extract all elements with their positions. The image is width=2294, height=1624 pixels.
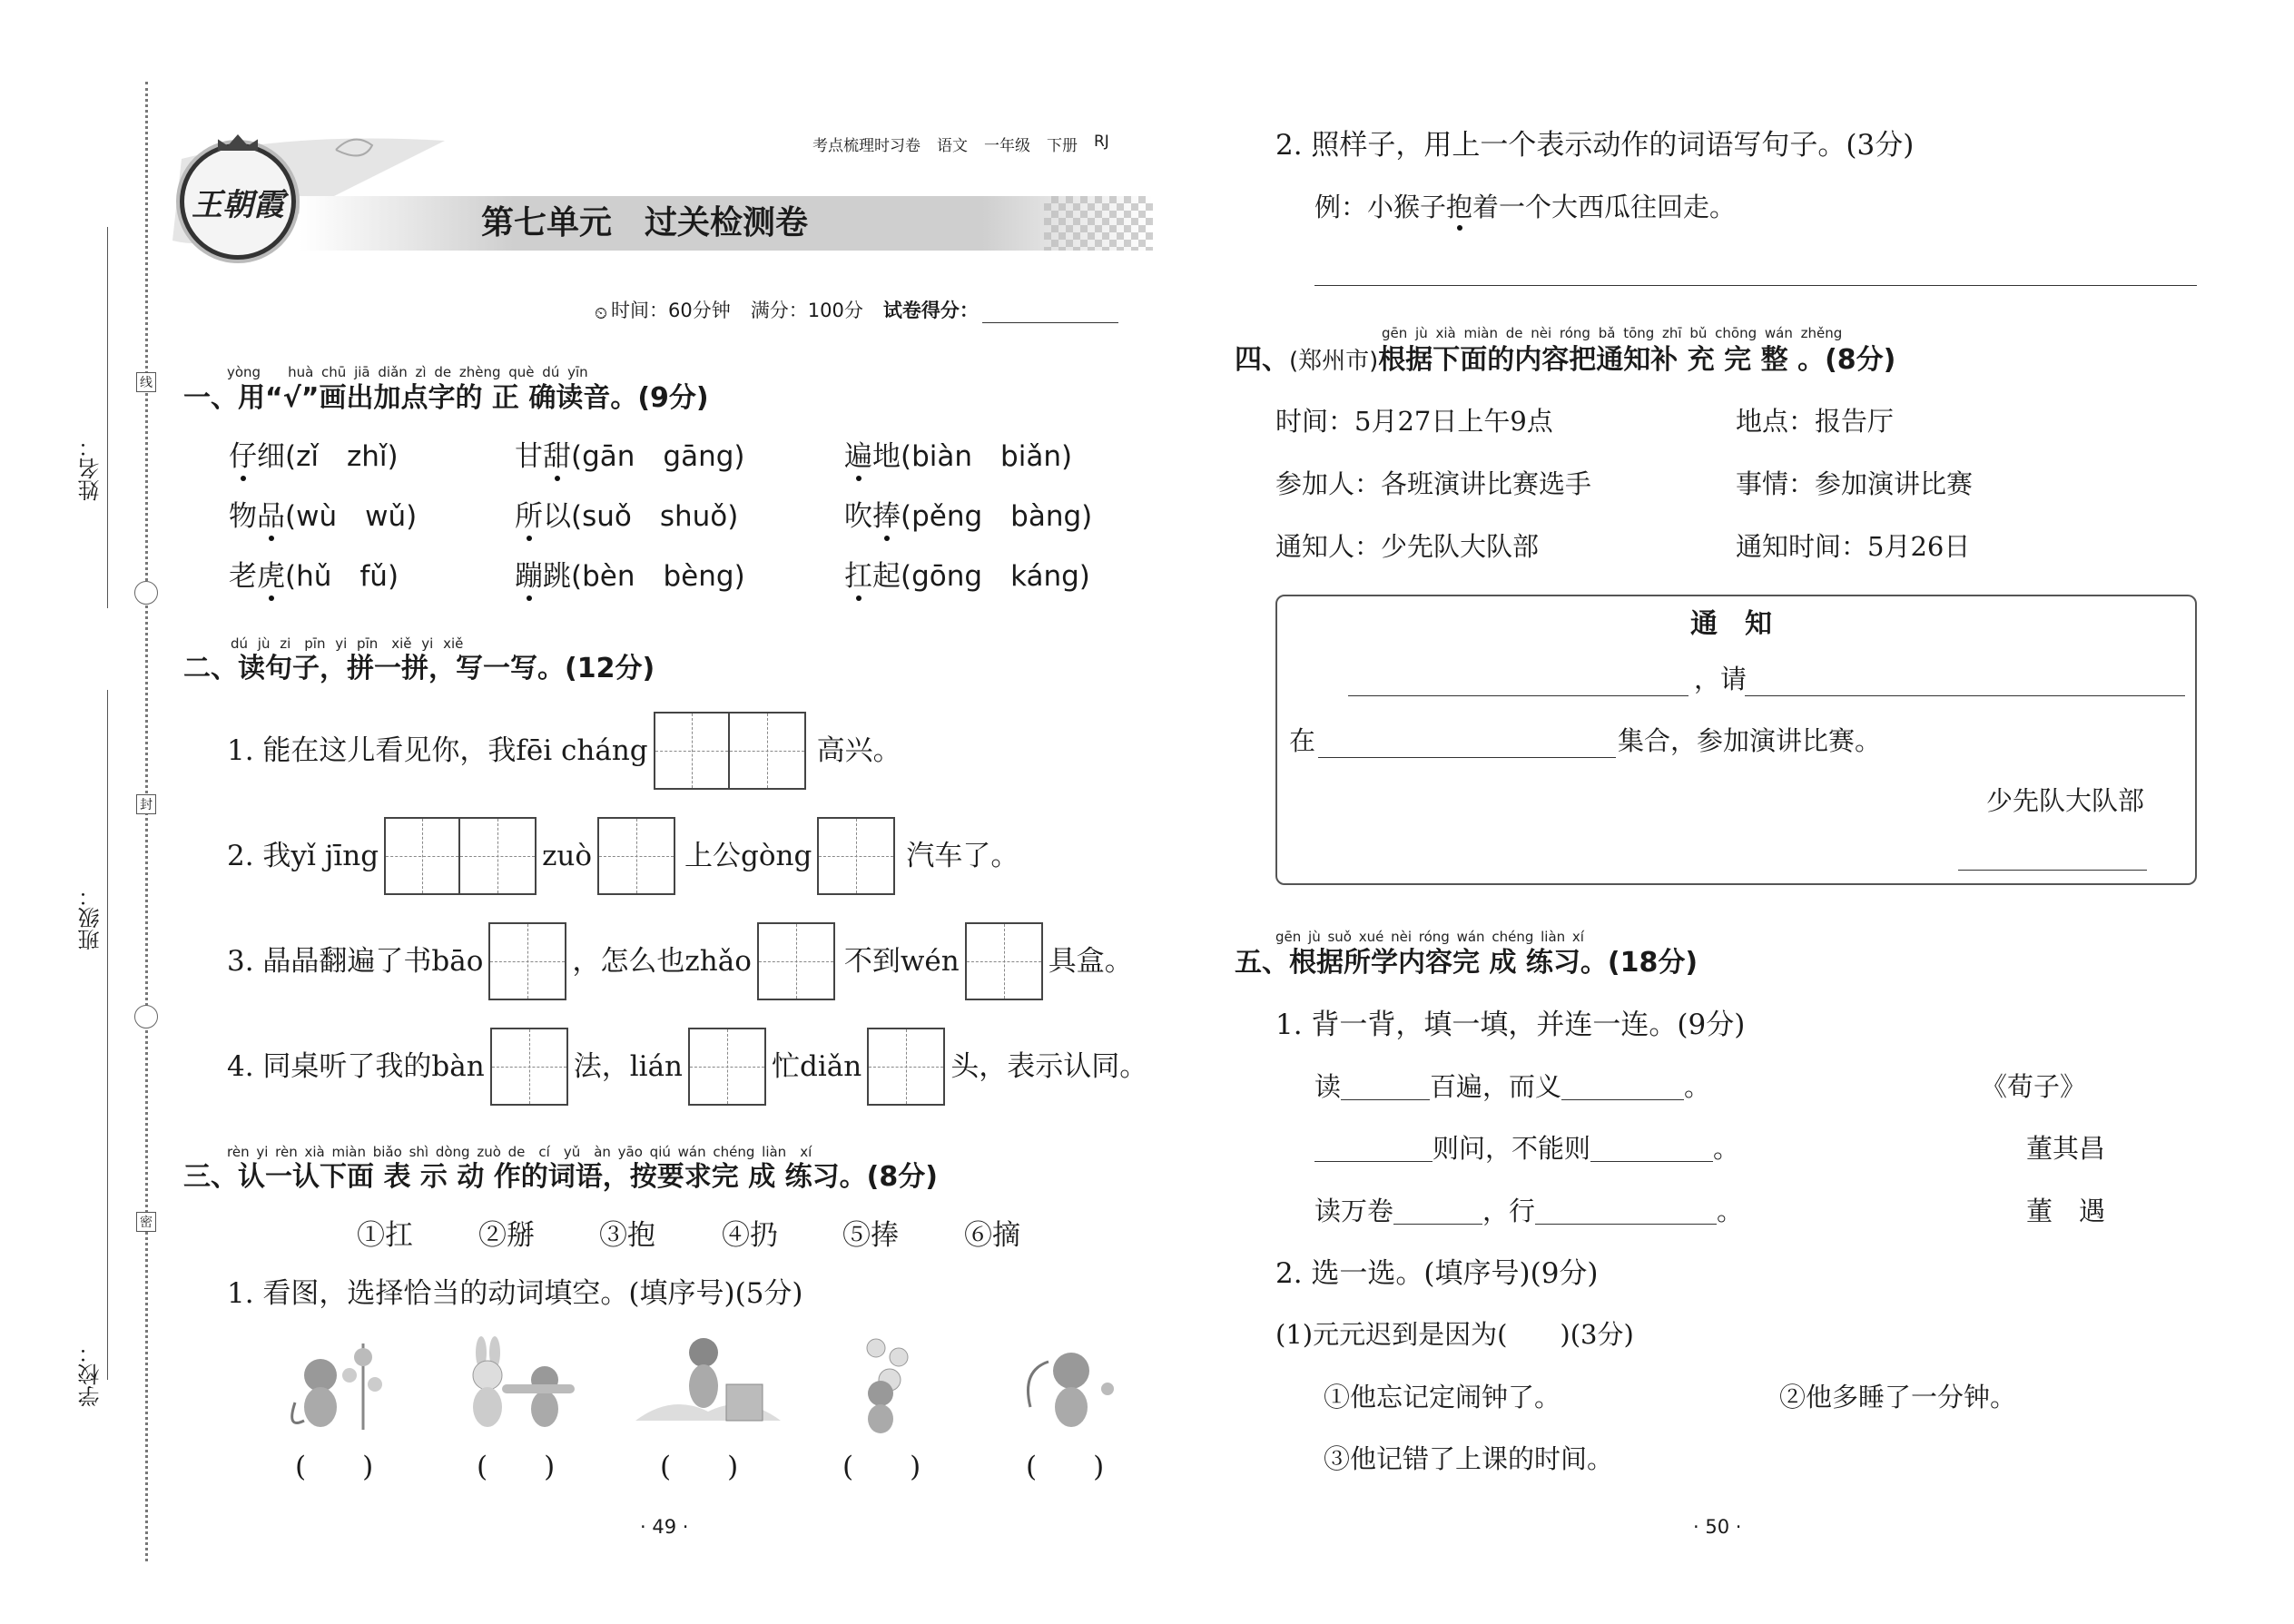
writing-grid[interactable] xyxy=(597,817,675,895)
score-field[interactable] xyxy=(982,322,1118,323)
series-subject: 语文 xyxy=(937,137,968,155)
writing-grid[interactable] xyxy=(817,817,895,895)
q1-item: 物品(wù wǔ) xyxy=(229,500,418,533)
series-name: 考点梳理时习卷 xyxy=(812,137,921,155)
q3-pinyin: rèn yi rèn xià miàn biǎo shì dòng zuò de cí yǔ àn yāo qiú wán chéng liàn xí xyxy=(227,1144,812,1160)
logo-text: 王朝霞 xyxy=(192,186,284,223)
writing-grid[interactable] xyxy=(654,712,806,790)
q3-option: ⑥摘 xyxy=(964,1219,1020,1252)
notice-sign: 少先队大队部 xyxy=(1986,785,2145,816)
q2-sentence-1: 1. 能在这儿看见你，我fēi cháng 高兴。 xyxy=(227,712,901,790)
q4-info-event: 事情：参加演讲比赛 xyxy=(1736,468,1974,499)
q5-choice-2[interactable]: ②他多睡了一分钟。 xyxy=(1779,1382,2017,1412)
score-label: 试卷得分： xyxy=(882,300,979,321)
writing-grid[interactable] xyxy=(488,922,566,1000)
publisher-logo xyxy=(180,143,296,260)
notice-blank-who[interactable] xyxy=(1348,695,1689,696)
notice-blank-place[interactable] xyxy=(1318,757,1616,758)
q5-line-3: 读万卷 ，行 。 xyxy=(1314,1196,1744,1226)
page-number-left: · 49 · xyxy=(640,1516,689,1538)
q1-item: 吹捧(pěng bàng) xyxy=(844,500,1093,533)
q1-item: 蹦跳(bèn bèng) xyxy=(515,560,745,593)
page-number-right: · 50 · xyxy=(1693,1516,1742,1538)
writing-grid[interactable] xyxy=(965,922,1043,1000)
exam-meta xyxy=(595,296,1118,323)
q1-item: 甘甜(gān gāng) xyxy=(515,440,745,473)
monkey-throwing-illustration xyxy=(1021,1334,1130,1434)
q5-pinyin: gēn jù suǒ xué nèi róng wán chéng liàn xí xyxy=(1275,929,1584,945)
q2-heading: 二、读句子，拼一拼，写一写。(12分) xyxy=(183,653,655,684)
checker-decoration xyxy=(1044,196,1153,251)
monkey-flowers-illustration xyxy=(840,1330,940,1434)
fill-blank[interactable] xyxy=(1341,1099,1430,1100)
q4-info-place: 地点：报告厅 xyxy=(1736,406,1895,437)
fill-blank[interactable] xyxy=(1561,1099,1684,1100)
binding-hole-icon xyxy=(134,1005,158,1029)
q2-sentence-2: 2. 我yǐ jīng zuò 上公gòng 汽车了。 xyxy=(227,817,1019,895)
q1-item: 所以(suǒ shuǒ) xyxy=(515,500,739,533)
q5-line-1: 读 百遍，而义 。 xyxy=(1314,1071,1711,1102)
writing-grid[interactable] xyxy=(384,817,537,895)
author-dong-qichang[interactable]: 董其昌 xyxy=(2026,1133,2106,1164)
q3-sub1: 1. 看图，选择恰当的动词填空。(填序号)(5分) xyxy=(227,1277,803,1310)
q2-sentence-3: 3. 晶晶翻遍了书bāo ，怎么也zhǎo 不到wén 具盒。 xyxy=(227,922,1133,1000)
q4-pinyin: gēn jù xià miàn de nèi róng bǎ tōng zhī bǔ chōng wán zhěng xyxy=(1382,325,1843,341)
q4-info-time: 时间：5月27日上午9点 xyxy=(1275,406,1553,437)
q3-option: ①扛 xyxy=(357,1219,413,1252)
fill-blank[interactable] xyxy=(1590,1161,1713,1162)
q1-pinyin: yòng huà chū jiā diǎn zì de zhèng què dú yīn xyxy=(227,364,588,380)
binding-hole-icon xyxy=(134,581,158,605)
seal-mark-line: 线 xyxy=(136,372,156,392)
q5-choice-3[interactable]: ③他记错了上课的时间。 xyxy=(1324,1443,1614,1474)
series-edition: RJ xyxy=(1094,133,1109,151)
q4-heading: 四、(郑州市)根据下面的内容把通知补 充 完 整 。(8分) xyxy=(1235,344,1896,376)
rabbit-monkey-illustration xyxy=(449,1334,586,1434)
q3-answer-blank[interactable]: ( ) xyxy=(295,1451,374,1483)
q3-answer-line[interactable] xyxy=(1314,285,2197,286)
series-info xyxy=(812,133,1109,155)
binding-line-lower xyxy=(107,690,108,1380)
school-label: 学校： xyxy=(78,1342,103,1407)
q1-item: 老虎(hǔ fǔ) xyxy=(229,560,399,593)
q3-option: ⑤捧 xyxy=(842,1219,899,1252)
writing-grid[interactable] xyxy=(757,922,835,1000)
q5-sub1: 1. 背一背，填一填，并连一连。(9分) xyxy=(1275,1009,1746,1041)
author-xunzi[interactable]: 《荀子》 xyxy=(1981,1071,2087,1102)
notice-blank-date[interactable] xyxy=(1958,870,2147,871)
q3-option: ③抱 xyxy=(599,1219,655,1252)
q5-heading: 五、根据所学内容完 成 练习。(18分) xyxy=(1235,947,1698,979)
q3-answer-blank[interactable]: ( ) xyxy=(477,1451,556,1483)
q2-sentence-4: 4. 同桌听了我的bàn 法，lián 忙diǎn 头，表示认同。 xyxy=(227,1028,1147,1106)
binding-line-upper xyxy=(107,227,108,608)
q5-sub2: 2. 选一选。(填序号)(9分) xyxy=(1275,1257,1599,1290)
q1-item: 扛起(gōng káng) xyxy=(844,560,1090,593)
q2-pinyin: dú jù zi pīn yi pīn xiě yi xiě xyxy=(231,635,464,652)
q4-info-notifier: 通知人：少先队大队部 xyxy=(1275,531,1540,562)
q3-heading: 三、认一认下面 表 示 动 作的词语，按要求完 成 练习。(8分) xyxy=(183,1161,938,1193)
series-grade: 一年级 xyxy=(984,137,1030,155)
fill-blank[interactable] xyxy=(1535,1224,1717,1225)
q3-answer-blank[interactable]: ( ) xyxy=(1026,1451,1105,1483)
clock-icon: ⏲ xyxy=(595,304,608,323)
q1-heading: 一、用“√”画出加点字的 正 确读音。(9分) xyxy=(183,382,709,414)
q5-choice-1[interactable]: ①他忘记定闹钟了。 xyxy=(1324,1382,1561,1412)
notice-gather: 集合，参加演讲比赛。 xyxy=(1618,725,1882,756)
q4-info-participants: 参加人：各班演讲比赛选手 xyxy=(1275,468,1592,499)
monkey-picking-illustration xyxy=(277,1334,395,1434)
fill-blank[interactable] xyxy=(1314,1161,1433,1162)
q3-example: 例：小猴子抱着一个大西瓜往回走。 xyxy=(1314,192,1737,222)
notice-at: 在 xyxy=(1289,725,1316,756)
seal-mark-seal: 封 xyxy=(136,794,156,814)
q3-option: ④扔 xyxy=(722,1219,778,1252)
class-label: 班级： xyxy=(78,885,103,950)
page-title: 第七单元 过关检测卷 xyxy=(481,204,809,241)
q1-item: 仔细(zǐ zhǐ) xyxy=(229,440,399,473)
series-term: 下册 xyxy=(1047,137,1078,155)
q5-line-2: 则问，不能则 。 xyxy=(1314,1136,1739,1162)
q3-sub2: 2. 照样子，用上一个表示动作的词语写句子。(3分) xyxy=(1275,129,1915,162)
notice-blank-what[interactable] xyxy=(1745,695,2185,696)
binding-dotted-line xyxy=(145,82,148,1561)
q3-answer-blank[interactable]: ( ) xyxy=(842,1451,921,1483)
q5-question: (1)元元迟到是因为( )(3分) xyxy=(1275,1319,1634,1350)
name-label: 姓名： xyxy=(78,436,103,501)
q3-answer-blank[interactable]: ( ) xyxy=(660,1451,739,1483)
boy-box-illustration xyxy=(635,1330,781,1434)
q3-option: ②掰 xyxy=(478,1219,535,1252)
time-limit: 时间：60分钟 xyxy=(611,300,731,321)
writing-grid[interactable] xyxy=(688,1028,766,1106)
writing-grid[interactable] xyxy=(490,1028,568,1106)
author-dong-yu[interactable]: 董 遇 xyxy=(2026,1196,2106,1226)
q4-info-date: 通知时间：5月26日 xyxy=(1736,531,1971,562)
full-score: 满分：100分 xyxy=(750,300,863,321)
q1-item: 遍地(biàn biǎn) xyxy=(844,440,1073,473)
fill-blank[interactable] xyxy=(1393,1224,1482,1225)
notice-please: ，请 xyxy=(1694,664,1748,694)
seal-mark-close: 密 xyxy=(136,1212,156,1232)
writing-grid[interactable] xyxy=(867,1028,945,1106)
notice-title: 通 知 xyxy=(1690,608,1772,640)
